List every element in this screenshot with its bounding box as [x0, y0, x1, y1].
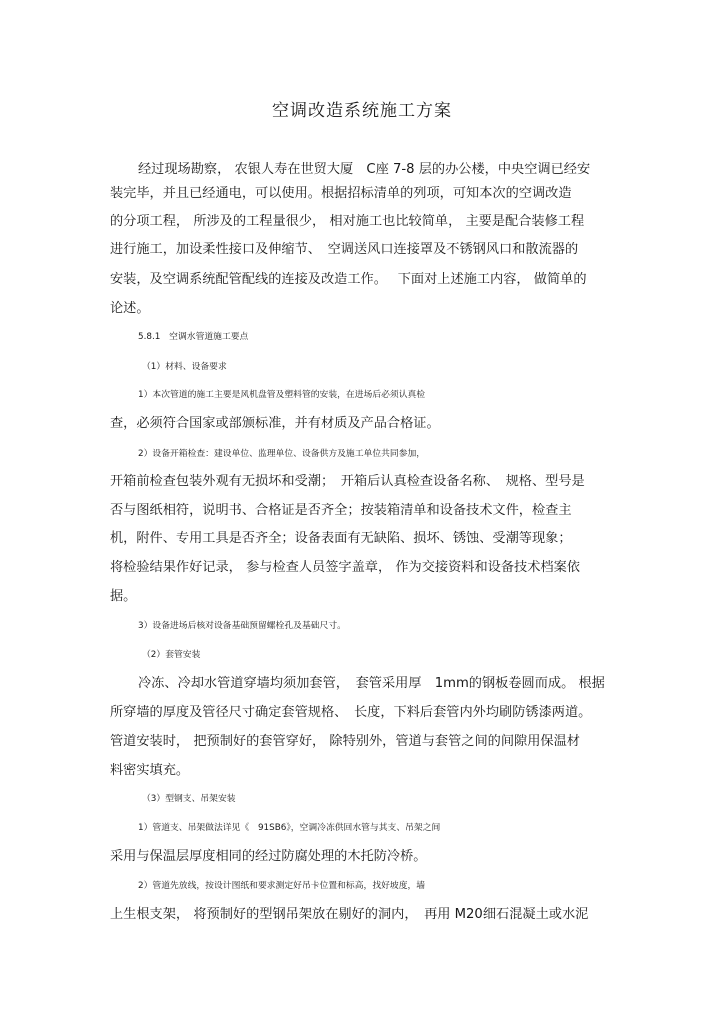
paragraph-line: 管道安装时， 把预制好的套管穿好， 除特别外，管道与套管之间的间隙用保温材 [110, 734, 580, 749]
paragraph-line: 装完毕，并且已经通电，可以使用。根据招标清单的列项，可知本次的空调改造 [110, 186, 572, 201]
paragraph-line: 论述。 [110, 301, 150, 316]
paragraph-line: 否与图纸相符，说明书、合格证是否齐全；按装箱清单和设备技术文件，检查主 [110, 503, 572, 518]
paragraph-line: 开箱前检查包装外观有无损坏和受潮； 开箱后认真检查设备名称、 规格、型号是 [110, 474, 585, 489]
paragraph-line: 经过现场勘察， 农银人寿在世贸大厦 C座 7-8 层的办公楼，中央空调已经安 [138, 162, 591, 177]
paragraph-line: 3）设备进场后核对设备基础预留螺栓孔及基础尺寸。 [138, 621, 346, 631]
paragraph-line: 2）设备开箱检查：建设单位、监理单位、设备供方及施工单位共同参加， [138, 449, 426, 459]
subsection-heading: （3）型钢支、吊架安装 [142, 794, 236, 804]
subsection-heading: （2）套管安装 [142, 650, 201, 660]
paragraph-line: 2）管道先放线，按设计图纸和要求测定好吊卡位置和标高，找好坡度，墙 [138, 881, 426, 891]
paragraph-line: 1）本次管道的施工主要是风机盘管及塑料管的安装，在进场后必须认真检 [138, 390, 426, 400]
paragraph-line: 冷冻、冷却水管道穿墙均须加套管， 套管采用厚 1mm的钢板卷圆而成。 根据 [138, 676, 605, 691]
page-title: 空调改造系统施工方案 [272, 101, 452, 121]
paragraph-line: 料密实填充。 [110, 763, 190, 778]
paragraph-line: 安装，及空调系统配管配线的连接及改造工作。 下面对上述施工内容， 做简单的 [110, 272, 587, 287]
paragraph-line: 1）管道支、吊架做法详见《 91SB6》，空调冷冻供回水管与其支、吊架之间 [138, 823, 441, 833]
paragraph-line: 据。 [110, 589, 137, 604]
paragraph-line: 上生根支架， 将预制好的型钢吊架放在剔好的洞内， 再用 M20细石混凝土或水泥 [110, 907, 589, 922]
subsection-heading: （1）材料、设备要求 [142, 362, 227, 372]
paragraph-line: 的分项工程， 所涉及的工程量很少， 相对施工也比较简单， 主要是配合装修工程 [110, 214, 585, 229]
paragraph-line: 机，附件、专用工具是否齐全；设备表面有无缺陷、损坏、锈蚀、受潮等现象； [110, 531, 572, 546]
paragraph-line: 将检验结果作好记录， 参与检查人员签字盖章， 作为交接资料和设备技术档案依 [110, 560, 580, 575]
paragraph-line: 进行施工，加设柔性接口及伸缩节、 空调送风口连接罩及不锈钢风口和散流器的 [110, 242, 579, 257]
paragraph-line: 查，必须符合国家或部颁标准，并有材质及产品合格证。 [110, 416, 440, 431]
paragraph-line: 所穿墙的厚度及管径尺寸确定套管规格、 长度，下料后套管内外均刷防锈漆两道。 [110, 705, 592, 720]
paragraph-line: 采用与保温层厚度相同的经过防腐处理的木托防冷桥。 [110, 849, 427, 864]
section-heading: 5.8.1 空调水管道施工要点 [138, 332, 249, 342]
